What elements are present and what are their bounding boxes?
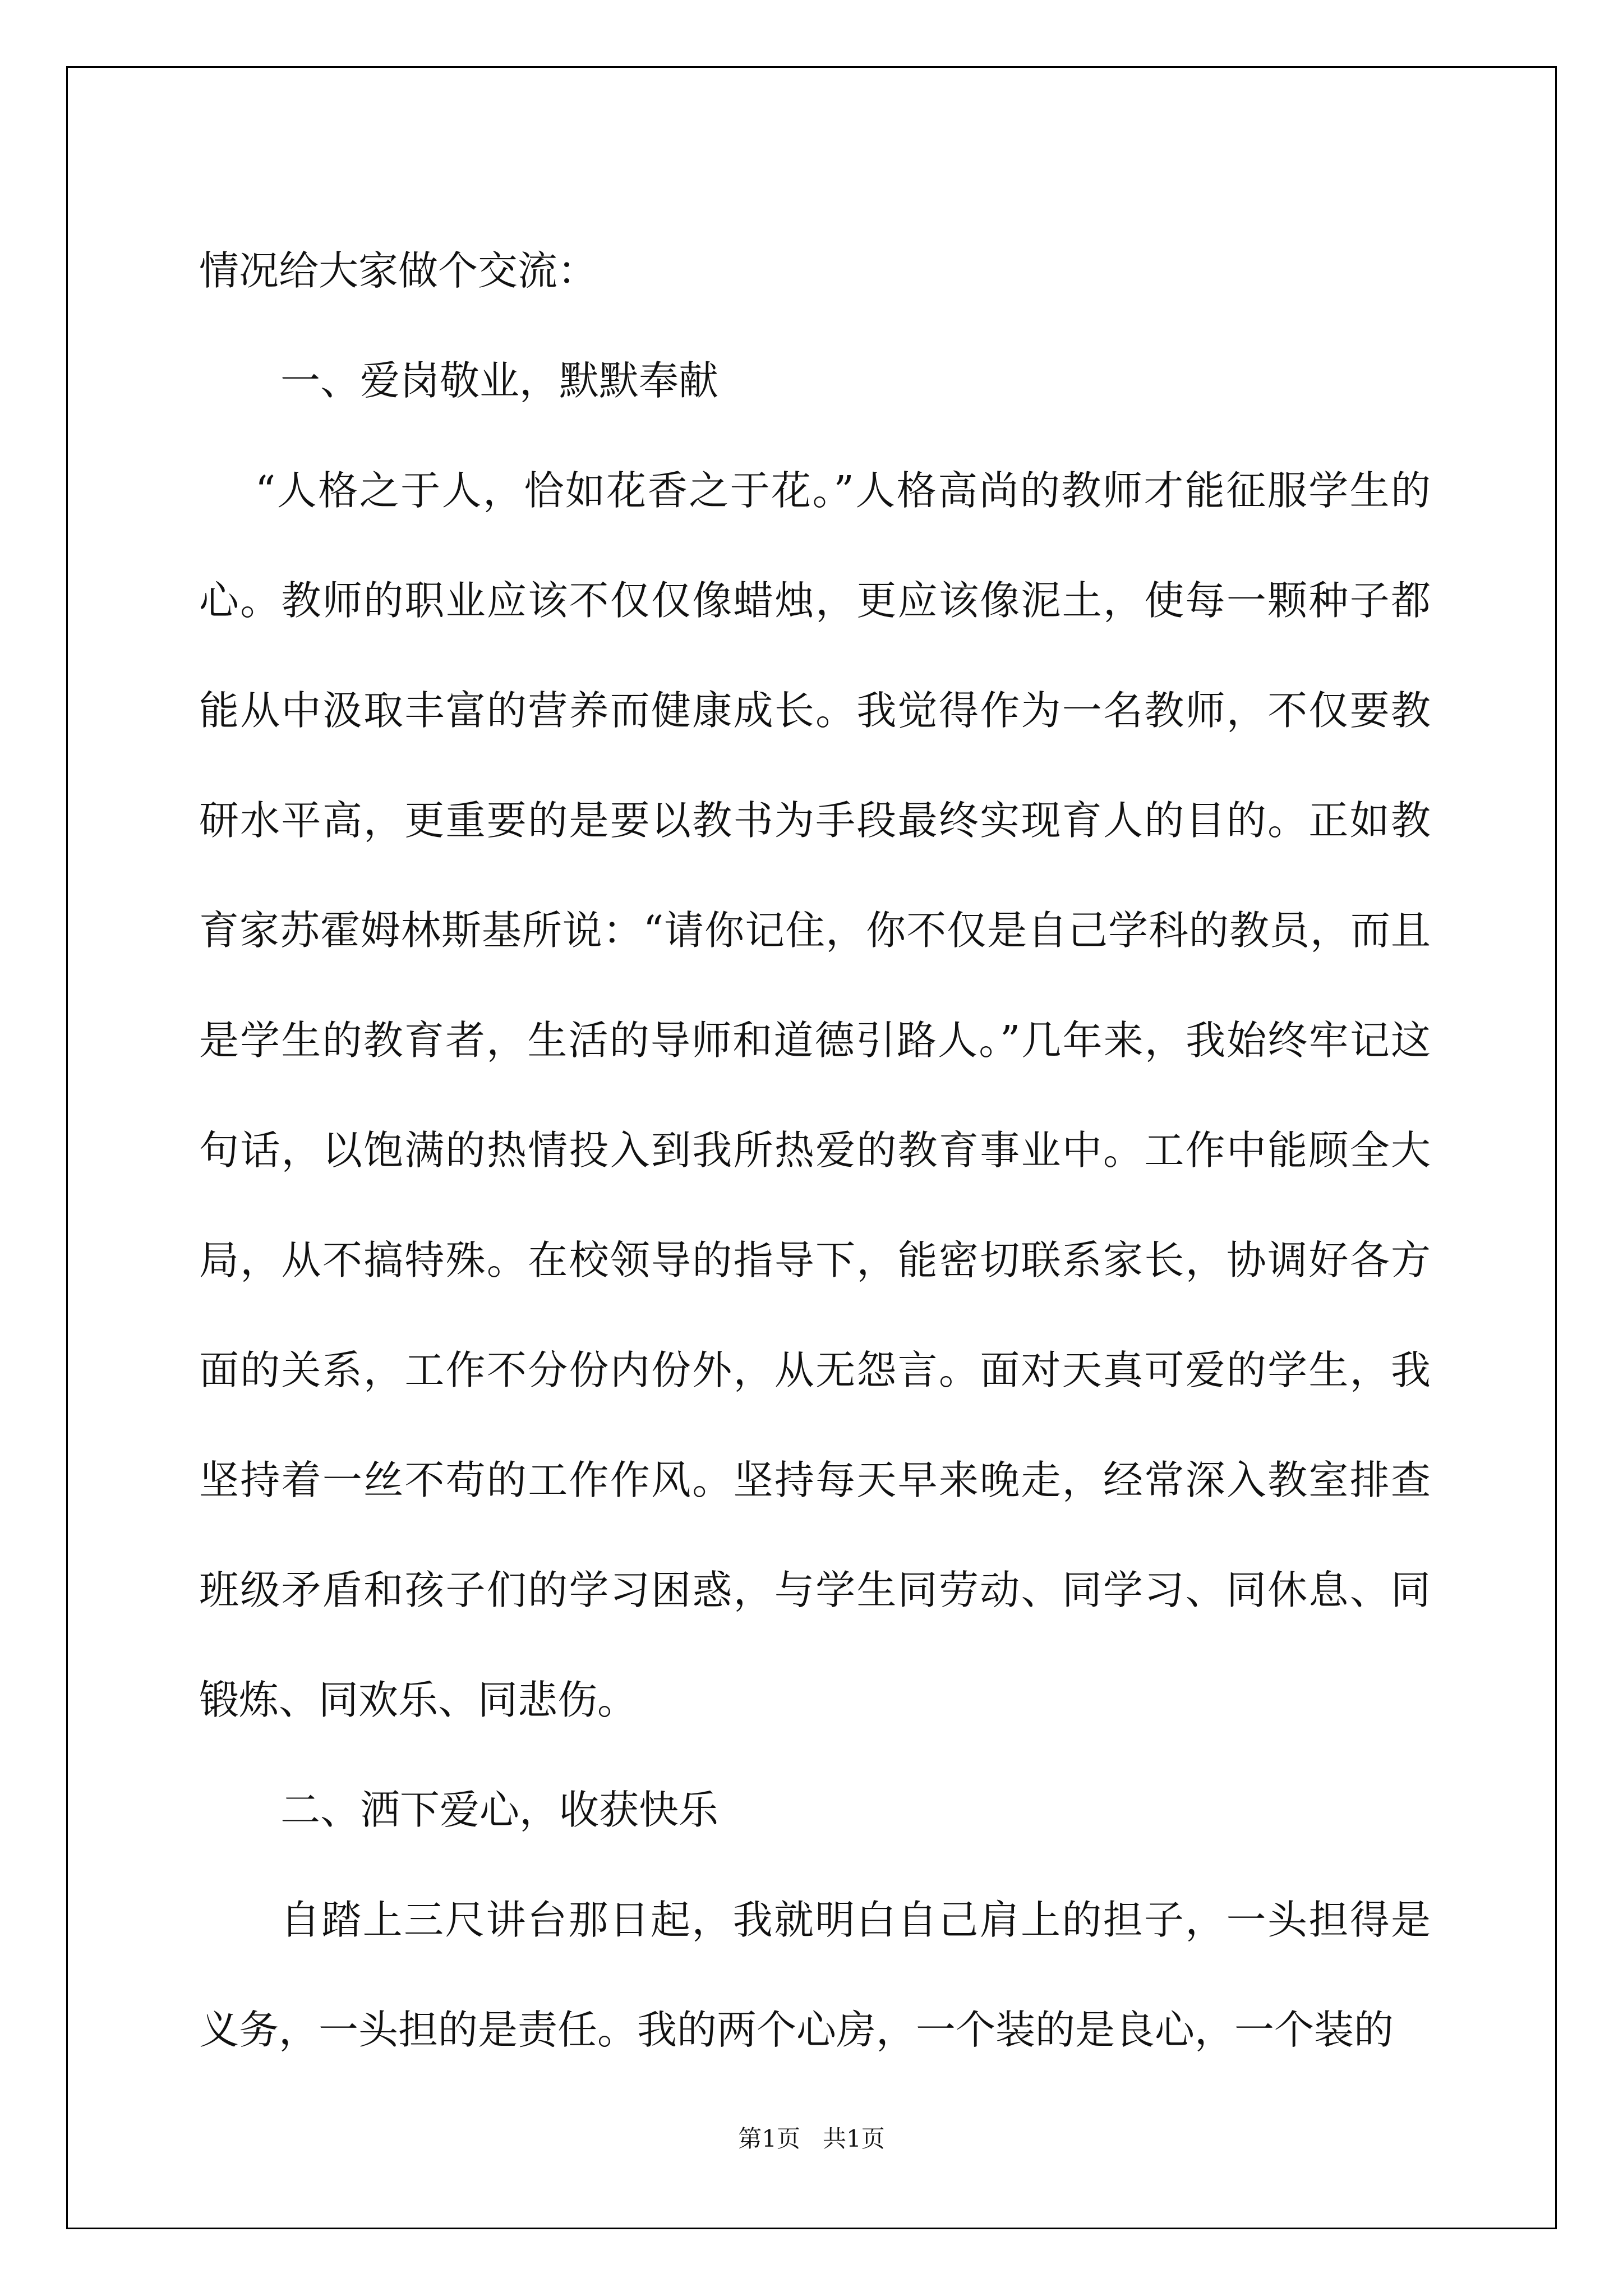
paragraph-intro: 情况给大家做个交流： [199, 247, 598, 294]
section-heading-2: 二、洒下爱心，收获快乐 [280, 1787, 719, 1833]
section-heading-1: 一、爱岗敬业，默默奉献 [280, 357, 719, 404]
page-number-footer: 第1页 共1页 [738, 2125, 885, 2152]
document-body [199, 216, 1431, 2085]
paragraph-section-1: “人格之于人，恰如花香之于花。”人格高尚的教师才能征服学生的心。教师的职业应该不仅仅像蜡烛，更应该像泥土，使每一颗种子都能从中汲取丰富的营养而健康成长。我觉得作为一名教师，不仅要教研水平高，更重要的是要以教书为手段最终实现育人的目的。正如教育家苏霍姆林斯基所说：“请你记住，你不仅是自己学科的教员，而且是学生的教育者，生活的导师和道德引路人。”几年来，我始终牢记这句话，以饱满的热情投入到我所热爱的教育事业中。工作中能顾全大局，从不搞特殊。在校领导的指导下，能密切联系家长，协调好各方面的关系，工作不分份内份外，从无怨言。面对天真可爱的学生，我坚持着一丝不苟的工作作风。坚持每天早来晚走，经常深入教室排查班级矛盾和孩子们的学习困惑，与学生同劳动、同学习、同休息、同锻炼、同欢乐、同悲伤。 [199, 467, 1431, 1723]
paragraph-section-2: 自踏上三尺讲台那日起，我就明白自己肩上的担子，一头担得是义务，一头担的是责任。我的两个心房，一个装的是良心，一个装的 [199, 1897, 1431, 2053]
